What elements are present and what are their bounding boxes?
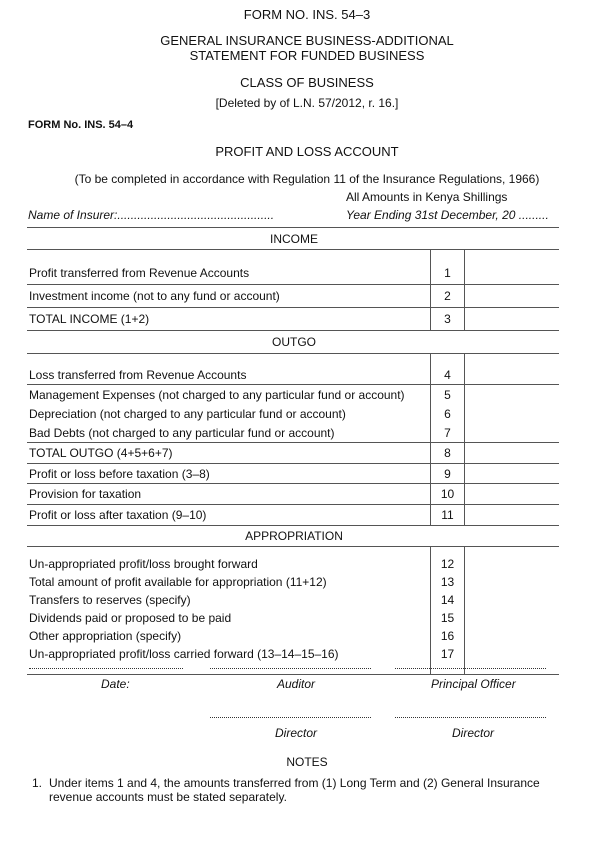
section-income bbox=[27, 228, 559, 250]
row-label: Investment income (not to any fund or account) bbox=[27, 285, 431, 308]
amount-cell[interactable] bbox=[465, 573, 560, 591]
row-label: Transfers to reserves (specify) bbox=[29, 592, 191, 607]
row-number: 6 bbox=[431, 405, 465, 424]
amount-cell[interactable] bbox=[465, 484, 560, 505]
table-row bbox=[27, 405, 559, 424]
section-outgo bbox=[27, 331, 559, 354]
row-number: 16 bbox=[431, 627, 465, 645]
section-heading: APPROPRIATION bbox=[27, 526, 559, 547]
table-row bbox=[27, 591, 559, 609]
table-row bbox=[27, 308, 559, 331]
row-number: 5 bbox=[431, 385, 465, 405]
row-number: 14 bbox=[431, 591, 465, 609]
date-label: Date: bbox=[101, 677, 130, 691]
row-label: Total amount of profit available for appropriation (11+12) bbox=[29, 574, 327, 589]
row-label: Other appropriation (specify) bbox=[29, 628, 182, 643]
section-appropriation bbox=[27, 526, 559, 547]
row-number: 10 bbox=[431, 484, 465, 505]
row-label: Dividends paid or proposed to be paid bbox=[29, 610, 232, 625]
account-title: PROFIT AND LOSS ACCOUNT bbox=[215, 144, 399, 159]
row-number: 2 bbox=[431, 285, 465, 308]
table-row bbox=[27, 443, 559, 464]
director-2-label: Director bbox=[452, 726, 495, 740]
table-row bbox=[27, 424, 559, 443]
row-number: 4 bbox=[431, 366, 465, 385]
row-label: Profit transferred from Revenue Accounts bbox=[29, 265, 250, 280]
table-row bbox=[27, 609, 559, 627]
year-ending: Year Ending 31st December, 20 ......... bbox=[346, 208, 549, 222]
class-of-business: CLASS OF BUSINESS bbox=[240, 75, 374, 90]
spacer-row bbox=[27, 250, 559, 262]
row-number: 17 bbox=[431, 645, 465, 663]
amounts-note: All Amounts in Kenya Shillings bbox=[346, 190, 508, 204]
form-title-line1: GENERAL INSURANCE BUSINESS-ADDITIONAL bbox=[160, 33, 454, 48]
amount-cell[interactable] bbox=[465, 308, 560, 331]
amount-cell[interactable] bbox=[465, 443, 560, 464]
amount-cell[interactable] bbox=[465, 505, 560, 526]
note-line-1: Under items 1 and 4, the amounts transferred from (1) Long Term and (2) General Insurance bbox=[49, 776, 540, 790]
amount-cell[interactable] bbox=[465, 627, 560, 645]
auditor-label: Auditor bbox=[277, 677, 316, 691]
principal-officer-signature-line[interactable] bbox=[395, 668, 546, 669]
table-row bbox=[27, 285, 559, 308]
row-number: 15 bbox=[431, 609, 465, 627]
amount-cell[interactable] bbox=[465, 555, 560, 573]
spacer-row bbox=[27, 547, 559, 555]
form-number: FORM NO. INS. 54–3 bbox=[243, 7, 371, 22]
director-2-signature-line[interactable] bbox=[395, 717, 546, 718]
table-row bbox=[27, 366, 559, 385]
row-label: Loss transferred from Revenue Accounts bbox=[29, 367, 247, 382]
amount-cell[interactable] bbox=[465, 262, 560, 285]
table-row bbox=[27, 555, 559, 573]
amount-cell[interactable] bbox=[465, 285, 560, 308]
row-label: Depreciation (not charged to any particular fund or account) bbox=[29, 407, 346, 421]
table-row bbox=[27, 573, 559, 591]
table-row bbox=[27, 262, 559, 285]
form-title-line2: STATEMENT FOR FUNDED BUSINESS bbox=[189, 48, 425, 63]
note-number: 1. bbox=[32, 776, 43, 790]
note-line-2: revenue accounts must be stated separately. bbox=[49, 790, 287, 804]
date-signature-line[interactable] bbox=[29, 668, 183, 669]
row-label: Un-appropriated profit/loss brought forward bbox=[29, 556, 258, 571]
row-number: 13 bbox=[431, 573, 465, 591]
row-label: Bad Debts (not charged to any particular fund or account) bbox=[29, 425, 335, 440]
section-heading: INCOME bbox=[27, 228, 559, 250]
deleted-note: [Deleted by of L.N. 57/2012, r. 16.] bbox=[215, 96, 399, 110]
amount-cell[interactable] bbox=[465, 405, 560, 424]
amount-cell[interactable] bbox=[465, 366, 560, 385]
row-number: 7 bbox=[431, 424, 465, 443]
row-label: TOTAL INCOME (1+2) bbox=[27, 308, 431, 331]
row-label: Profit or loss before taxation (3–8) bbox=[27, 464, 431, 484]
principal-officer-label: Principal Officer bbox=[431, 677, 516, 691]
row-label: Management Expenses (not charged to any particular fund or account) bbox=[27, 385, 431, 405]
notes-heading: NOTES bbox=[286, 755, 328, 769]
auditor-signature-line[interactable] bbox=[210, 668, 371, 669]
form-number-2: FORM No. INS. 54–4 bbox=[28, 119, 134, 131]
table-row bbox=[27, 385, 559, 405]
amount-cell[interactable] bbox=[465, 609, 560, 627]
name-of-insurer: Name of Insurer:............................................... bbox=[28, 208, 275, 222]
table-row bbox=[27, 464, 559, 484]
amount-cell[interactable] bbox=[465, 424, 560, 443]
table-row bbox=[27, 645, 559, 663]
row-number: 1 bbox=[431, 262, 465, 285]
row-label: Profit or loss after taxation (9–10) bbox=[27, 505, 431, 526]
amount-cell[interactable] bbox=[465, 591, 560, 609]
regulation-note: (To be completed in accordance with Regulation 11 of the Insurance Regulations, 1966) bbox=[74, 172, 540, 186]
row-number: 12 bbox=[431, 555, 465, 573]
director-1-signature-line[interactable] bbox=[210, 717, 371, 718]
row-number: 8 bbox=[431, 443, 465, 464]
section-heading: OUTGO bbox=[27, 331, 559, 354]
table-row bbox=[27, 484, 559, 505]
table-row bbox=[27, 627, 559, 645]
profit-loss-table bbox=[27, 227, 559, 675]
row-label: TOTAL OUTGO (4+5+6+7) bbox=[27, 443, 431, 464]
row-number: 11 bbox=[431, 505, 465, 526]
amount-cell[interactable] bbox=[465, 464, 560, 484]
spacer-row bbox=[27, 354, 559, 366]
table-row bbox=[27, 505, 559, 526]
row-label: Provision for taxation bbox=[27, 484, 431, 505]
amount-cell[interactable] bbox=[465, 645, 560, 663]
row-label: Un-appropriated profit/loss carried forward (13–14–15–16) bbox=[29, 646, 339, 661]
amount-cell[interactable] bbox=[465, 385, 560, 405]
row-number: 9 bbox=[431, 464, 465, 484]
row-number: 3 bbox=[431, 308, 465, 331]
director-1-label: Director bbox=[275, 726, 318, 740]
